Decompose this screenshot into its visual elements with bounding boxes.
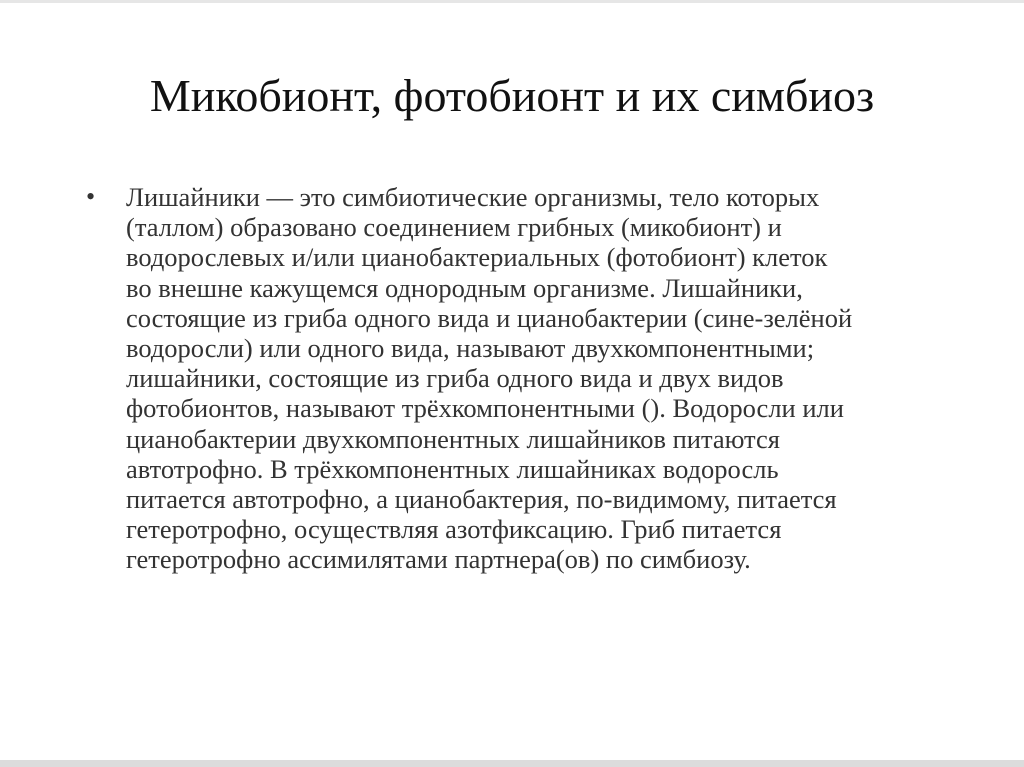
slide-top-edge: [0, 0, 1024, 3]
slide-bottom-edge: [0, 760, 1024, 767]
paragraph-line: Лишайники — это симбиотические организмы, тело которых: [126, 182, 820, 212]
paragraph-line: во внешне кажущемся однородным организме. Лишайники,: [126, 272, 803, 303]
paragraph-line: гетеротрофно, осуществляя азотфиксацию. Гриб питается: [126, 514, 782, 545]
paragraph-line: фотобионтов, называют трёхкомпонентными (). Водоросли или: [126, 393, 844, 424]
slide-title: Микобионт, фотобионт и их симбиоз: [149, 70, 875, 121]
bullet-paragraph: [126, 182, 966, 575]
paragraph-line: (таллом) образовано соединением грибных (микобионт) и: [126, 212, 782, 243]
paragraph-line: водорослевых и/или цианобактериальных (фотобионт) клеток: [126, 242, 828, 273]
paragraph-line: питается автотрофно, а цианобактерия, по-видимому, питается: [126, 484, 837, 515]
bullet-icon: •: [86, 182, 96, 211]
paragraph-line: цианобактерии двухкомпонентных лишайников питаются: [126, 423, 780, 454]
paragraph-line: лишайники, состоящие из гриба одного вида и двух видов: [126, 363, 784, 394]
paragraph-line: автотрофно. В трёхкомпонентных лишайниках водоросль: [126, 453, 779, 484]
paragraph-line: состоящие из гриба одного вида и цианобактерии (сине-зелёной: [126, 302, 853, 333]
paragraph-line: водоросли) или одного вида, называют двухкомпонентными;: [126, 333, 815, 364]
paragraph-line: гетеротрофно ассимилятами партнера(ов) по симбиозу.: [126, 544, 751, 575]
bullet-list-item: [86, 182, 966, 575]
